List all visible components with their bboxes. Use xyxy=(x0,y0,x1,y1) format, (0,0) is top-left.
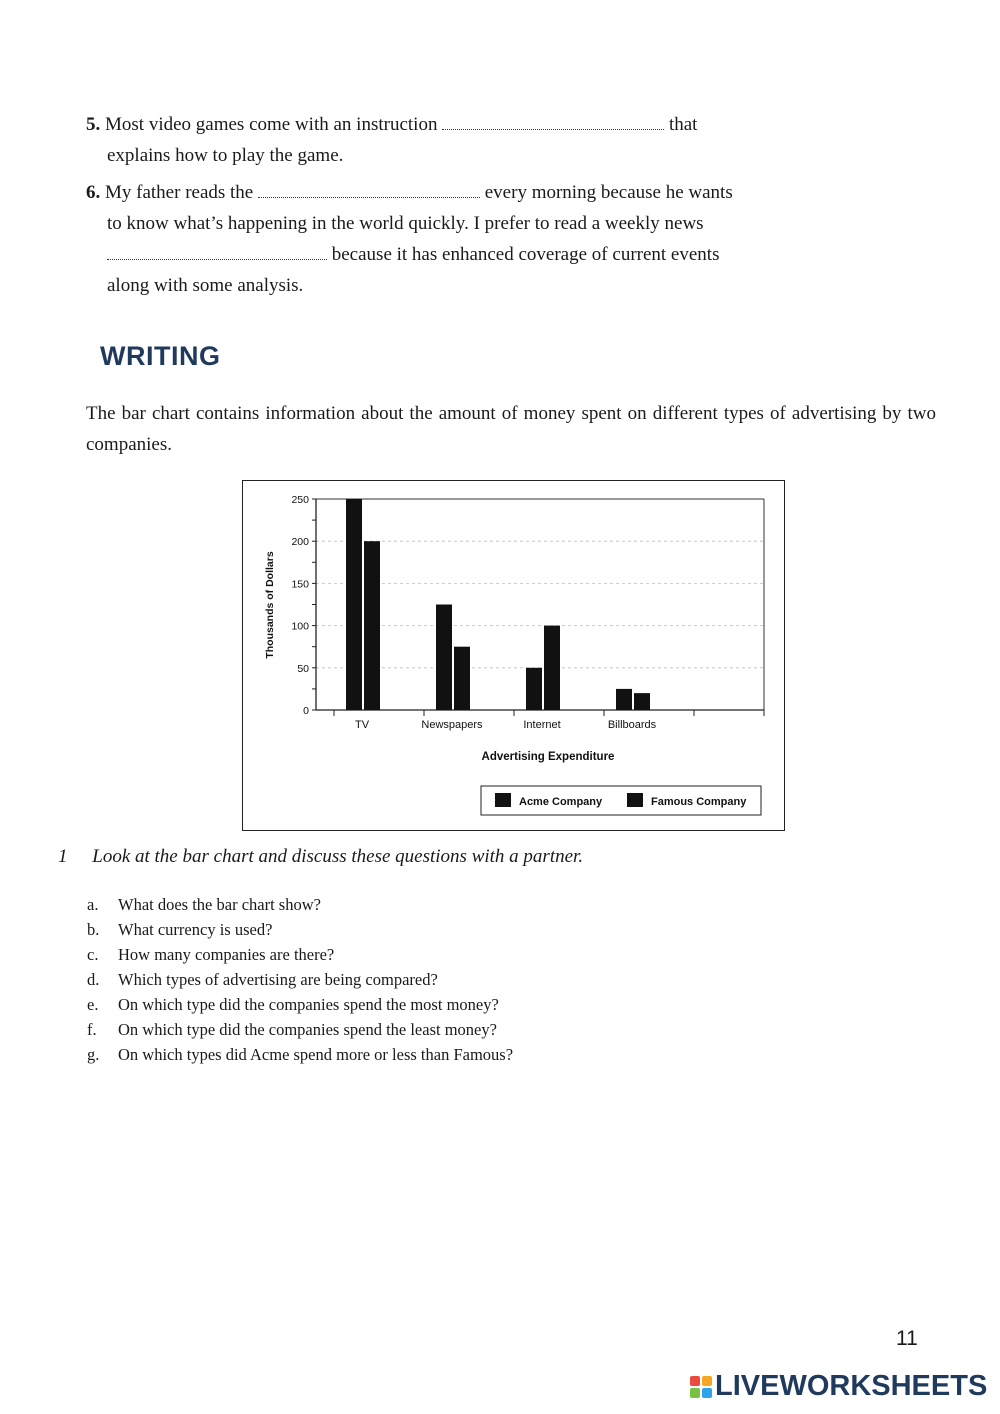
question-letter: c. xyxy=(87,945,99,964)
question-item-text: What currency is used? xyxy=(118,920,273,939)
question-6 xyxy=(86,177,826,301)
brand-logo-tile xyxy=(702,1388,712,1398)
y-tick-label: 200 xyxy=(291,536,309,549)
answer-blank[interactable] xyxy=(258,181,480,198)
question-item-text: On which type did the companies spend the most money? xyxy=(118,995,499,1014)
x-tick-label: Newspapers xyxy=(421,719,483,731)
question-item xyxy=(87,892,707,917)
x-tick-label: Internet xyxy=(523,719,561,731)
legend-swatch xyxy=(627,793,643,807)
question-number: 5. xyxy=(86,114,101,135)
question-letter: f. xyxy=(87,1020,97,1039)
question-item xyxy=(87,917,707,942)
question-item-text: How many companies are there? xyxy=(118,945,335,964)
question-text: every morning because he wants xyxy=(484,182,733,203)
brand-logo-tile xyxy=(690,1376,700,1386)
question-letter: a. xyxy=(87,895,99,914)
brand-footer xyxy=(690,1370,987,1403)
bar-acme-company xyxy=(436,605,452,711)
brand-name: LIVEWORKSHEETS xyxy=(715,1370,988,1402)
x-tick-label: Billboards xyxy=(607,719,657,731)
brand-logo-tile xyxy=(690,1388,700,1398)
y-tick-label: 150 xyxy=(291,578,309,591)
bar-acme-company xyxy=(346,499,362,710)
question-item-text: Which types of advertising are being compared? xyxy=(118,970,438,989)
question-text: My father reads the xyxy=(105,182,254,203)
question-text: because it has enhanced coverage of current events xyxy=(331,244,720,265)
question-item xyxy=(87,1042,707,1067)
brand-logo-icon xyxy=(690,1376,712,1398)
question-letter: e. xyxy=(87,995,99,1014)
bar-acme-company xyxy=(616,689,632,710)
page-number: 11 xyxy=(896,1327,918,1350)
bar-famous-company xyxy=(364,541,380,710)
bar-famous-company xyxy=(454,647,470,710)
legend-label: Famous Company xyxy=(651,796,747,808)
question-letter: b. xyxy=(87,920,100,939)
task-number: 1 xyxy=(58,846,68,867)
x-axis-title: Advertising Expenditure xyxy=(481,751,615,763)
question-5 xyxy=(86,109,806,171)
y-tick-label: 50 xyxy=(297,662,309,675)
question-letter: g. xyxy=(87,1045,100,1064)
bar-chart xyxy=(242,480,785,831)
question-item-text: On which types did Acme spend more or less than Famous? xyxy=(118,1045,514,1064)
chart-canvas xyxy=(243,481,786,832)
y-tick-label: 100 xyxy=(291,620,309,633)
question-text: that xyxy=(668,114,698,135)
discussion-questions xyxy=(87,892,707,1067)
question-text: to know what’s happening in the world quickly. I prefer to read a weekly news xyxy=(107,213,704,234)
y-tick-label: 0 xyxy=(303,705,309,717)
y-tick-label: 250 xyxy=(291,494,309,506)
question-item xyxy=(87,1017,707,1042)
question-item xyxy=(87,967,707,992)
answer-blank[interactable] xyxy=(107,243,327,260)
x-tick-label: TV xyxy=(354,719,370,731)
legend-swatch xyxy=(495,793,511,807)
question-item xyxy=(87,942,707,967)
question-item-text: What does the bar chart show? xyxy=(118,895,321,914)
legend-label: Acme Company xyxy=(519,796,603,808)
question-number: 6. xyxy=(86,182,101,203)
task-text: Look at the bar chart and discuss these questions with a partner. xyxy=(92,846,584,867)
question-item-text: On which type did the companies spend the least money? xyxy=(118,1020,497,1039)
bar-famous-company xyxy=(634,693,650,710)
task-prompt xyxy=(58,846,583,868)
intro-paragraph: The bar chart contains information about the amount of money spent on different types of advertising by two companies. xyxy=(86,403,936,455)
question-text: Most video games come with an instruction xyxy=(105,114,438,135)
answer-blank[interactable] xyxy=(442,113,664,130)
bar-famous-company xyxy=(544,626,560,710)
y-axis-title: Thousands of Dollars xyxy=(264,551,276,659)
bar-acme-company xyxy=(526,668,542,710)
question-item xyxy=(87,992,707,1017)
brand-logo-tile xyxy=(702,1376,712,1386)
question-text: along with some analysis. xyxy=(107,275,304,296)
section-heading: WRITING xyxy=(100,341,221,371)
question-letter: d. xyxy=(87,970,100,989)
question-text: explains how to play the game. xyxy=(107,145,344,166)
